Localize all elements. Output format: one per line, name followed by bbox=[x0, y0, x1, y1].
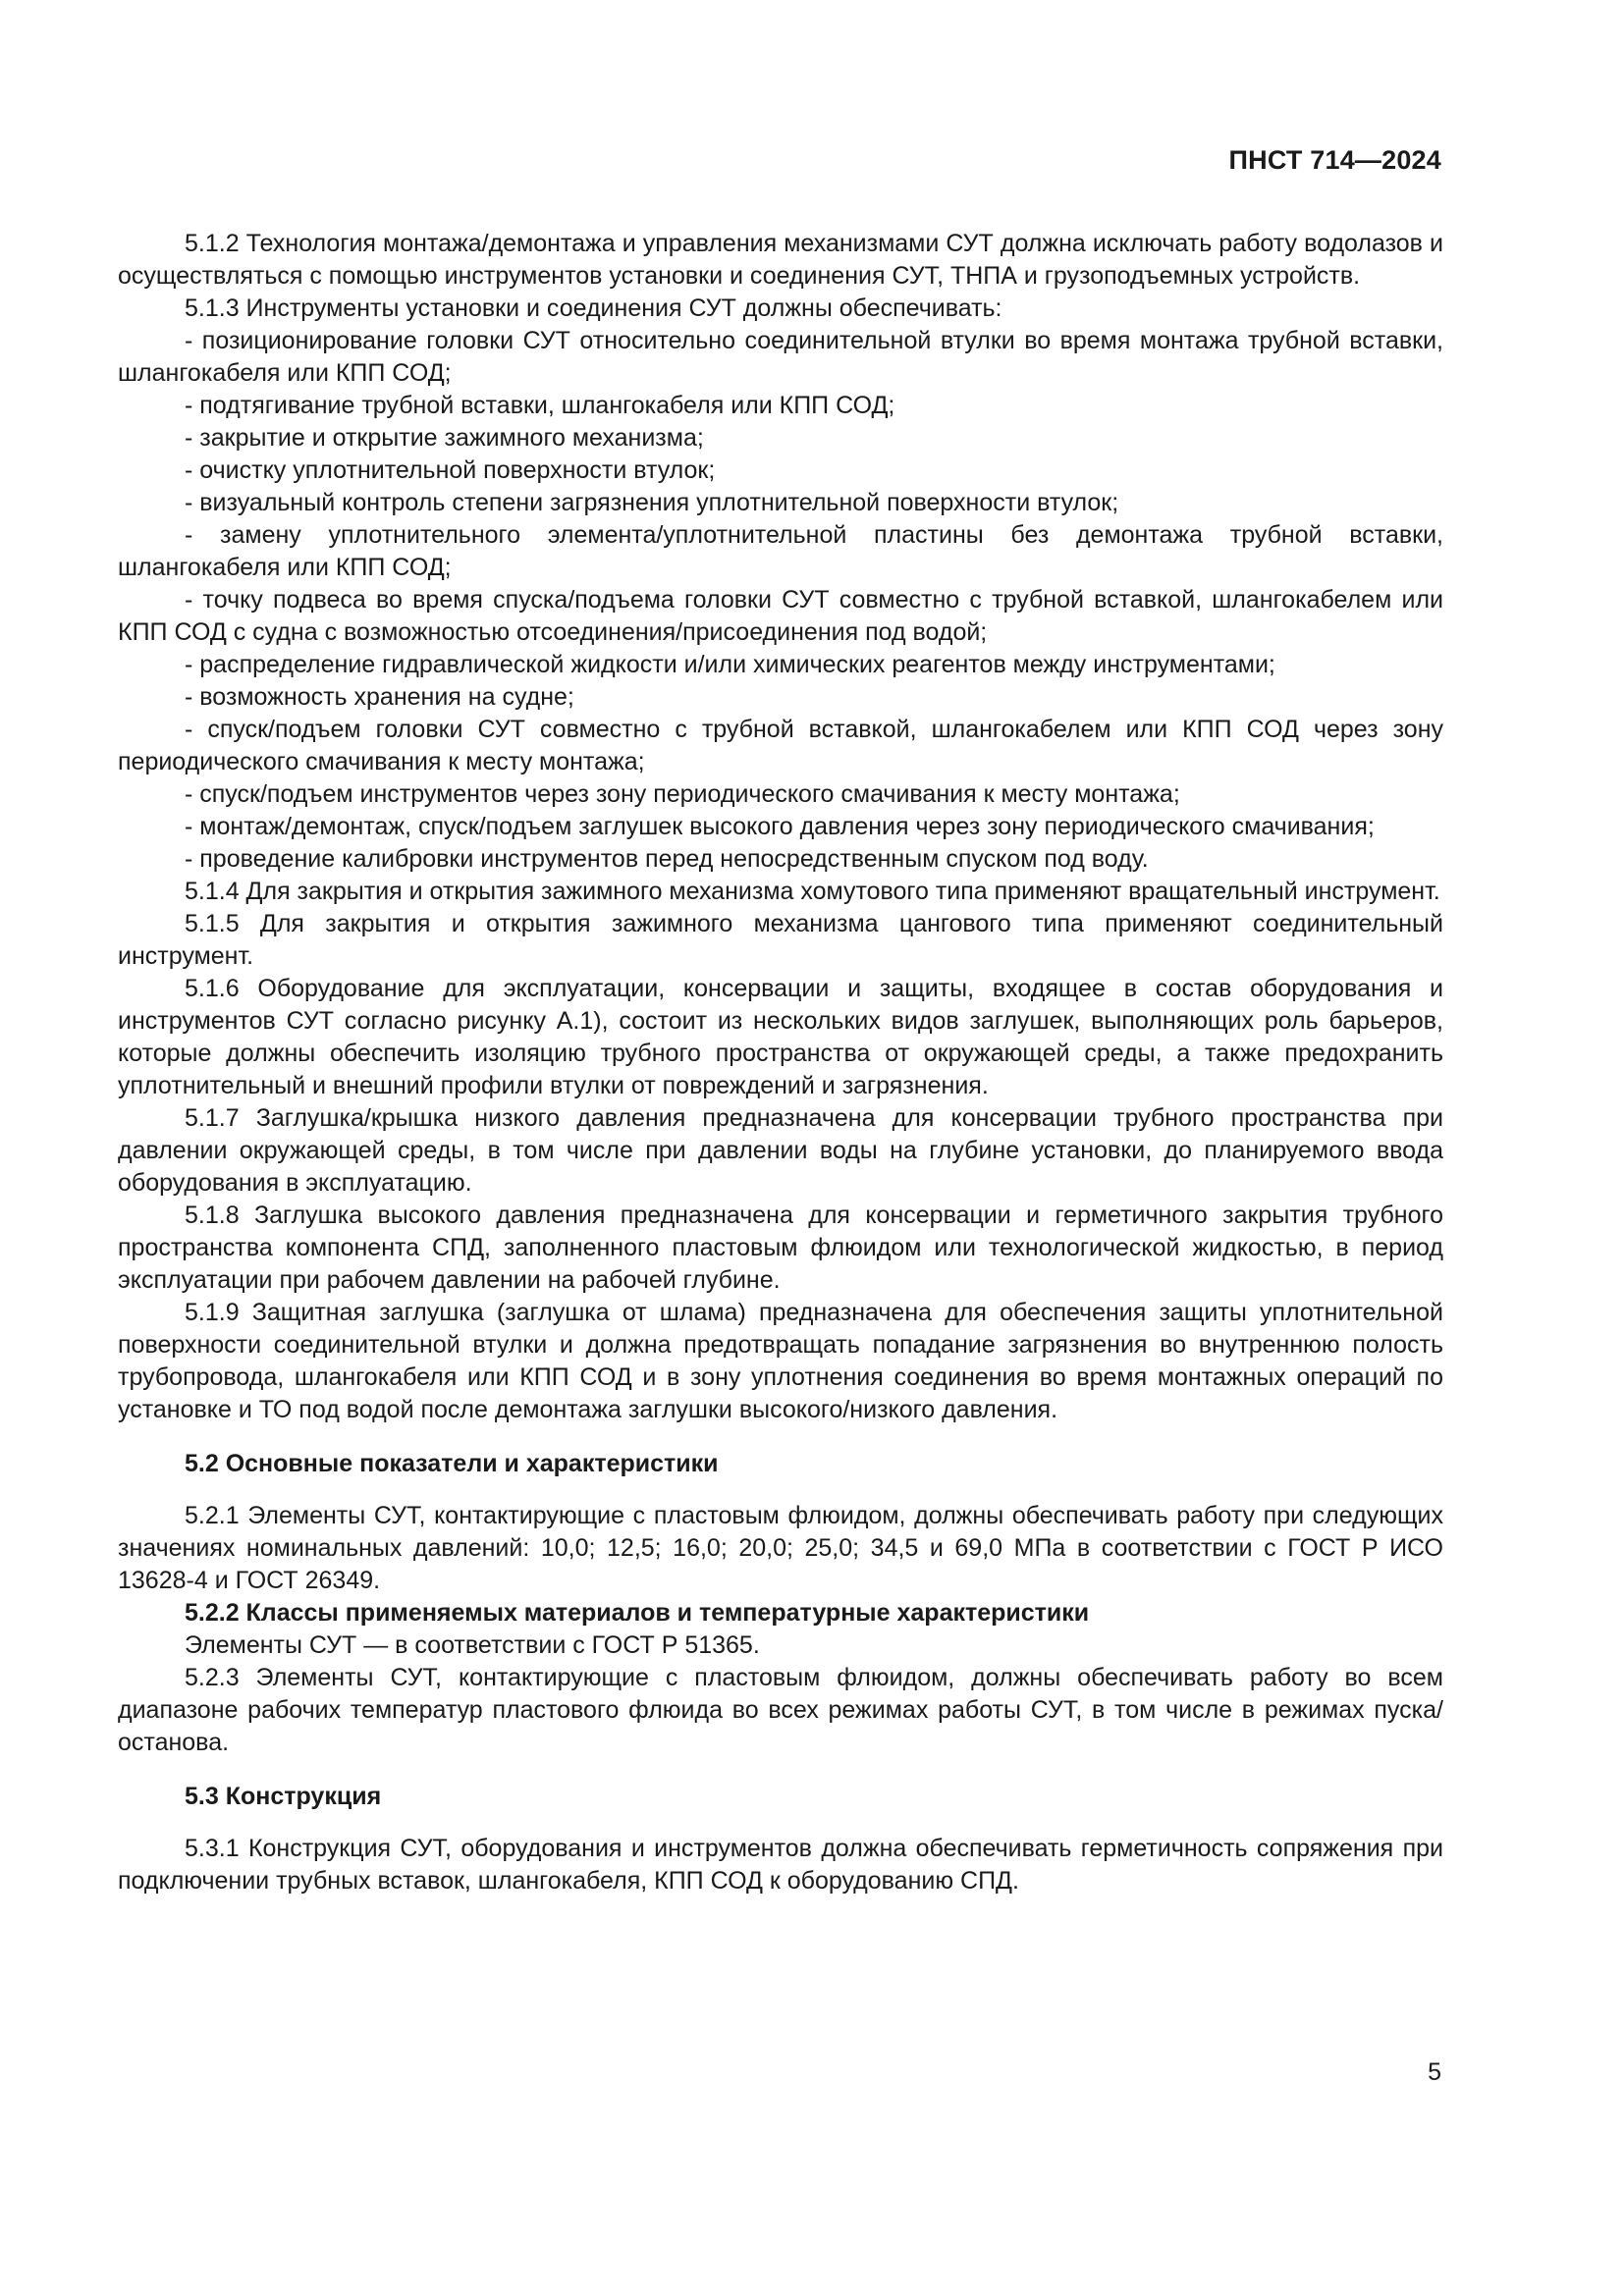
paragraph-5-1-7: 5.1.7 Заглушка/крышка низкого давления предназначена для консервации трубного пространства при давлении окружающей среды, в том числе при давлении воды на глубине установки, до планируемого ввода оборудования в эксплуатацию. bbox=[118, 1104, 1443, 1197]
list-item: - спуск/подъем головки СУТ совместно с трубной вставкой, шлангокабелем или КПП СОД через зону периодического смачивания к месту монтажа; bbox=[118, 716, 1443, 775]
list-item: - подтягивание трубной вставки, шлангокабеля или КПП СОД; bbox=[185, 392, 895, 419]
list-item: - спуск/подъем инструментов через зону периодического смачивания к месту монтажа; bbox=[185, 780, 1180, 808]
paragraph-5-1-4: 5.1.4 Для закрытия и открытия зажимного механизма хомутового типа применяют вращательный инструмент. bbox=[185, 878, 1440, 905]
subsection-heading-5-2-2: 5.2.2 Классы применяемых материалов и температурные характеристики bbox=[185, 1599, 1090, 1627]
list-item: - точку подвеса во время спуска/подъема головки СУТ совместно с трубной вставкой, шлангокабелем или КПП СОД с судна с возможностью отсоединения/присоединения под водой; bbox=[118, 586, 1443, 646]
paragraph-5-1-2: 5.1.2 Технология монтажа/демонтажа и управления механизмами СУТ должна исключать работу водолазов и осуществляться с помощью инструментов установки и соединения СУТ, ТНПА и грузоподъемных устройств. bbox=[118, 230, 1443, 290]
paragraph-5-1-5: 5.1.5 Для закрытия и открытия зажимного механизма цангового типа применяют соединительный инструмент. bbox=[118, 910, 1443, 970]
list-item: - распределение гидравлической жидкости и/или химических реагентов между инструментами; bbox=[185, 651, 1275, 678]
paragraph-5-2-2: Элементы СУТ — в соответствии с ГОСТ Р 51365. bbox=[185, 1631, 760, 1659]
paragraph-5-1-8: 5.1.8 Заглушка высокого давления предназначена для консервации и герметичного закрытия трубного пространства компонента СПД, заполненного пластовым флюидом или технологической жидкостью, в период эксплуатации при рабочем давлении на рабочей глубине. bbox=[118, 1201, 1443, 1294]
paragraph-5-2-3: 5.2.3 Элементы СУТ, контактирующие с пластовым флюидом, должны обеспечивать работу во всем диапазоне рабочих температур пластового флюида во всех режимах работы СУТ, в том числе в режимах пуска/останова. bbox=[118, 1664, 1443, 1756]
list-item: - очистку уплотнительной поверхности втулок; bbox=[185, 456, 716, 484]
document-code: ПНСТ 714—2024 bbox=[1228, 145, 1441, 175]
list-item: - позиционирование головки СУТ относительно соединительной втулки во время монтажа трубной вставки, шлангокабеля или КПП СОД; bbox=[118, 327, 1443, 387]
list-item: - визуальный контроль степени загрязнения уплотнительной поверхности втулок; bbox=[185, 489, 1119, 516]
section-heading-5-2: 5.2 Основные показатели и характеристики bbox=[185, 1450, 719, 1477]
list-item: - монтаж/демонтаж, спуск/подъем заглушек высокого давления через зону периодического смачивания; bbox=[185, 813, 1375, 840]
paragraph-5-1-3: 5.1.3 Инструменты установки и соединения СУТ должны обеспечивать: bbox=[185, 294, 1002, 322]
list-item: - возможность хранения на судне; bbox=[185, 683, 574, 711]
section-heading-5-3: 5.3 Конструкция bbox=[185, 1783, 382, 1810]
list-item: - проведение калибровки инструментов перед непосредственным спуском под воду. bbox=[185, 845, 1149, 873]
list-item: - замену уплотнительного элемента/уплотнительной пластины без демонтажа трубной вставки, шлангокабеля или КПП СОД; bbox=[118, 521, 1443, 581]
paragraph-5-3-1: 5.3.1 Конструкция СУТ, оборудования и инструментов должна обеспечивать герметичность сопряжения при подключении трубных вставок, шлангокабеля, КПП СОД к оборудованию СПД. bbox=[118, 1835, 1443, 1895]
paragraph-5-2-1: 5.2.1 Элементы СУТ, контактирующие с пластовым флюидом, должны обеспечивать работу при следующих значениях номинальных давлений: 10,0; 12,5; 16,0; 20,0; 25,0; 34,5 и 69,0 МПа в соответствии с ГОСТ Р ИСО 13628-4 и ГОСТ 26349. bbox=[118, 1502, 1443, 1594]
paragraph-5-1-6: 5.1.6 Оборудование для эксплуатации, консервации и защиты, входящее в состав оборудования и инструментов СУТ согласно рисунку А.1), состоит из нескольких видов заглушек, выполняющих роль барьеров, которые должны обеспечить изоляцию трубного пространства от окружающей среды, а также предохранить уплотнительный и внешний профили втулки от повреждений и загрязнения. bbox=[118, 975, 1443, 1099]
page-body bbox=[118, 228, 1443, 1897]
list-item: - закрытие и открытие зажимного механизма; bbox=[185, 424, 704, 452]
page-number: 5 bbox=[1428, 2058, 1441, 2086]
paragraph-5-1-9: 5.1.9 Защитная заглушка (заглушка от шлама) предназначена для обеспечения защиты уплотнительной поверхности соединительной втулки и должна предотвращать попадание загрязнения во внутреннюю полость трубопровода, шлангокабеля или КПП СОД и в зону уплотнения соединения во время монтажных операций по установке и ТО под водой после демонтажа заглушки высокого/низкого давления. bbox=[118, 1299, 1443, 1423]
